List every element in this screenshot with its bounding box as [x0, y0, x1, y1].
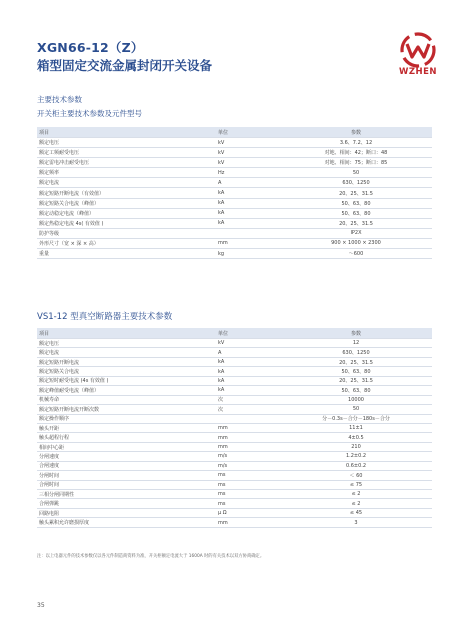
- cell-value: 分－0.3s－合分－180s－合分: [280, 414, 432, 423]
- table-row: [37, 518, 432, 527]
- cell-unit: kA: [216, 386, 280, 395]
- table-row: [37, 218, 432, 228]
- cell-value: 20、25、31.5: [280, 188, 432, 198]
- section-subheading-cabinet-params: 开关柜主要技术参数及元件型号: [37, 109, 142, 118]
- cell-item: 触头开距: [37, 423, 216, 432]
- column-header-item: 项目: [37, 127, 216, 138]
- cell-value: 50: [280, 405, 432, 414]
- cell-item: 相间中心距: [37, 442, 216, 451]
- table-row: [37, 367, 432, 376]
- table-row: [37, 208, 432, 218]
- table-row: [37, 188, 432, 198]
- column-header-unit: 单位: [216, 328, 280, 339]
- cell-value: ＜ 60: [280, 471, 432, 480]
- table-row: [37, 405, 432, 414]
- cell-item: 三相分闸同期性: [37, 490, 216, 499]
- table-row: [37, 148, 432, 158]
- cell-unit: mm: [216, 423, 280, 432]
- cell-item: 分闸速度: [37, 452, 216, 461]
- cell-value: 630、1250: [280, 348, 432, 357]
- company-logo-text: WZHEN: [398, 67, 438, 77]
- column-header-value: 参数: [280, 127, 432, 138]
- table-header-row: [37, 127, 432, 138]
- cell-unit: kA: [216, 376, 280, 385]
- cell-unit: ms: [216, 499, 280, 508]
- table-row: [37, 168, 432, 178]
- cell-value: 对地、相间：75；断口：85: [280, 158, 432, 168]
- column-header-value: 参数: [280, 328, 432, 339]
- cell-value: 50、63、80: [280, 208, 432, 218]
- document-title-model: XGN66-12（Z）: [37, 40, 144, 55]
- cell-value: 对地、相间：42；断口：48: [280, 148, 432, 158]
- cell-unit: 次: [216, 395, 280, 404]
- cell-unit: m/s: [216, 452, 280, 461]
- cell-item: 额定短时耐受电流 (4s 有效值 ): [37, 376, 216, 385]
- cell-value: 50、63、80: [280, 198, 432, 208]
- cell-value: IP2X: [280, 228, 432, 238]
- cell-value: 210: [280, 442, 432, 451]
- cell-item: 回路电阻: [37, 508, 216, 517]
- cell-unit: kA: [216, 198, 280, 208]
- table-row: [37, 471, 432, 480]
- table-row: [37, 138, 432, 148]
- cell-unit: ms: [216, 471, 280, 480]
- table-row: [37, 178, 432, 188]
- cell-unit: kA: [216, 367, 280, 376]
- table-header-row: [37, 328, 432, 339]
- cell-unit: kV: [216, 339, 280, 348]
- cell-value: 50、63、80: [280, 367, 432, 376]
- table-row: [37, 228, 432, 238]
- table-row: [37, 499, 432, 508]
- cell-unit: mm: [216, 238, 280, 248]
- cell-unit: [216, 414, 280, 423]
- table-row: [37, 423, 432, 432]
- breaker-params-table: [37, 328, 432, 528]
- cell-value: ≤ 75: [280, 480, 432, 489]
- cell-unit: m/s: [216, 461, 280, 470]
- table-row: [37, 442, 432, 451]
- section-heading-breaker-params: VS1-12 型真空断路器主要技术参数: [37, 312, 173, 322]
- cell-unit: kg: [216, 249, 280, 259]
- cell-value: 12: [280, 339, 432, 348]
- cell-value: 20、25、31.5: [280, 376, 432, 385]
- cell-item: 额定频率: [37, 168, 216, 178]
- cell-item: 额定热稳定电流 4s( 有效值 ): [37, 218, 216, 228]
- cell-value: 11±1: [280, 423, 432, 432]
- cell-unit: kV: [216, 148, 280, 158]
- cabinet-params-table: [37, 127, 432, 259]
- cell-item: 额定雷电冲击耐受电压: [37, 158, 216, 168]
- page-number: 35: [37, 602, 45, 609]
- table-row: [37, 508, 432, 517]
- cell-item: 额定短路关合电流（峰值）: [37, 198, 216, 208]
- cell-value: 50、63、80: [280, 386, 432, 395]
- cell-unit: A: [216, 348, 280, 357]
- cell-value: 3: [280, 518, 432, 527]
- cell-unit: kV: [216, 158, 280, 168]
- cell-item: 合闸时间: [37, 480, 216, 489]
- cell-unit: mm: [216, 433, 280, 442]
- cell-item: 防护等级: [37, 228, 216, 238]
- section-heading-main-params: 主要技术参数: [37, 95, 82, 104]
- cabinet-params-table-body: [37, 138, 432, 259]
- cell-value: 20、25、31.5: [280, 357, 432, 366]
- column-header-unit: 单位: [216, 127, 280, 138]
- cell-value: 50: [280, 168, 432, 178]
- cell-unit: Hz: [216, 168, 280, 178]
- cell-unit: A: [216, 178, 280, 188]
- cell-unit: [216, 228, 280, 238]
- cell-item: 额定操作顺序: [37, 414, 216, 423]
- cell-item: 外形尺寸（宽 × 深 × 高）: [37, 238, 216, 248]
- breaker-params-table-body: [37, 339, 432, 528]
- cell-value: 4±0.5: [280, 433, 432, 442]
- cell-unit: 次: [216, 405, 280, 414]
- cell-item: 分闸时间: [37, 471, 216, 480]
- cell-item: 额定电压: [37, 138, 216, 148]
- cell-item: 额定短路开断电流: [37, 357, 216, 366]
- cell-item: 重量: [37, 249, 216, 259]
- table-row: [37, 480, 432, 489]
- cell-value: 20、25、31.5: [280, 218, 432, 228]
- cell-item: 触头超程行程: [37, 433, 216, 442]
- table-row: [37, 198, 432, 208]
- cell-value: ≤ 2: [280, 490, 432, 499]
- cell-unit: ms: [216, 490, 280, 499]
- cell-item: 合闸速度: [37, 461, 216, 470]
- cell-unit: mm: [216, 442, 280, 451]
- table-row: [37, 339, 432, 348]
- table-row: [37, 158, 432, 168]
- cell-value: ～600: [280, 249, 432, 259]
- cell-unit: mm: [216, 518, 280, 527]
- cell-value: 900 × 1000 × 2300: [280, 238, 432, 248]
- cell-value: 0.6±0.2: [280, 461, 432, 470]
- cell-item: 额定短路开断电流（有效值）: [37, 188, 216, 198]
- cell-item: 额定短路关合电流: [37, 367, 216, 376]
- table-row: [37, 395, 432, 404]
- column-header-item: 项目: [37, 328, 216, 339]
- table-row: [37, 357, 432, 366]
- cell-item: 触头累积允许磨损厚度: [37, 518, 216, 527]
- cell-item: 额定工频耐受电压: [37, 148, 216, 158]
- cell-item: 额定短路开断电流开断次数: [37, 405, 216, 414]
- table-row: [37, 461, 432, 470]
- cell-item: 额定电压: [37, 339, 216, 348]
- table-row: [37, 433, 432, 442]
- cell-item: 额定动稳定电流（峰值）: [37, 208, 216, 218]
- table-row: [37, 452, 432, 461]
- cell-value: 1.2±0.2: [280, 452, 432, 461]
- cell-unit: kA: [216, 188, 280, 198]
- cell-unit: kA: [216, 208, 280, 218]
- cell-item: 机械寿命: [37, 395, 216, 404]
- cell-unit: μ Ω: [216, 508, 280, 517]
- cell-unit: kA: [216, 218, 280, 228]
- table-row: [37, 249, 432, 259]
- table-row: [37, 386, 432, 395]
- table-row: [37, 376, 432, 385]
- cell-value: ≤ 45: [280, 508, 432, 517]
- footnote: 注：以上电器元件的技术参数仅以各元件制造商资料为准，开关柜额定电流大于 1600A 时的有关技术以双方协商确定。: [37, 554, 265, 559]
- cell-item: 合闸弹跳: [37, 499, 216, 508]
- document-title-name: 箱型固定交流金属封闭开关设备: [37, 58, 213, 73]
- table-row: [37, 238, 432, 248]
- cell-value: 3.6、7.2、12: [280, 138, 432, 148]
- cell-item: 额定电流: [37, 178, 216, 188]
- table-row: [37, 348, 432, 357]
- table-row: [37, 490, 432, 499]
- cell-item: 额定电流: [37, 348, 216, 357]
- cell-value: ≤ 2: [280, 499, 432, 508]
- cell-unit: ms: [216, 480, 280, 489]
- cell-item: 额定峰值耐受电流（峰值）: [37, 386, 216, 395]
- cell-value: 10000: [280, 395, 432, 404]
- table-row: [37, 414, 432, 423]
- cell-unit: kV: [216, 138, 280, 148]
- cell-unit: kA: [216, 357, 280, 366]
- cell-value: 630、1250: [280, 178, 432, 188]
